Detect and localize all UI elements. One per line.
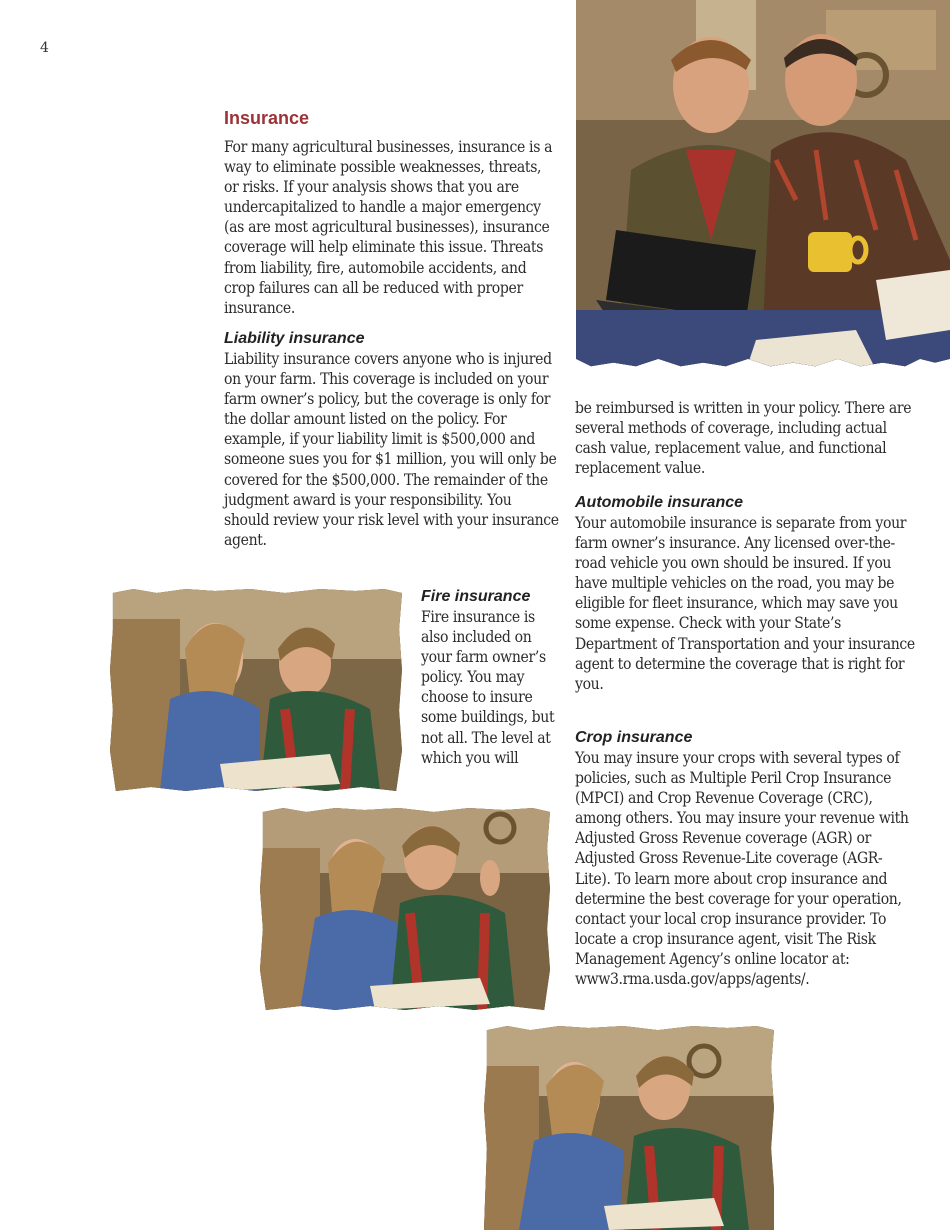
photo-women-2-illustration [260,808,550,1010]
page-number: 4 [40,40,49,56]
photo-two-women-reading-3 [484,1026,774,1230]
photo-women-1-illustration [110,589,402,791]
liability-section [224,329,559,550]
photo-two-women-reading-1 [110,589,402,791]
section-heading-insurance: Insurance [224,108,310,128]
insurance-intro-paragraph: For many agricultural businesses, insurance is a way to eliminate possible weaknesses, threats, or risks. If your analysis shows that you are undercapitalized to handle a major emergency (as are most agricultural businesses), insurance coverage will help eliminate this issue. Threats from liability, fire, automobile accidents, and crop failures can all be reduced with proper insurance. [224,138,553,317]
photo-two-men-at-laptop [576,0,950,370]
fire-paragraph-part1: Fire insurance is also included on your farm owner’s policy. You may choose to insure some buildings, but not all. The level at which you will [421,608,555,767]
crop-paragraph: You may insure your crops with several types of policies, such as Multiple Peril Crop Insurance (MPCI) and Crop Revenue Coverage (CRC), among others. You may insure your revenue with Adjusted Gross Revenue coverage (AGR) or Adjusted Gross Revenue-Lite coverage (AGR-Lite). To learn more about crop insurance and determine the best coverage for your operation, contact your local crop insurance provider. To locate a crop insurance agent, visit The Risk Management Agency’s online locator at: www3.rma.usda.gov/apps/agents/. [575,749,909,989]
subheading-crop-insurance: Crop insurance [575,729,693,746]
subheading-automobile-insurance: Automobile insurance [575,494,744,511]
fire-paragraph-part2: be reimbursed is written in your policy. There are several methods of coverage, including actual cash value, replacement value, and functional replacement value. [575,399,912,478]
photo-two-women-reading-2 [260,808,550,1010]
crop-section [575,728,915,989]
photo-two-men-illustration [576,0,950,370]
fire-section [421,587,561,768]
photo-women-3-illustration [484,1026,774,1230]
automobile-section [575,493,915,694]
automobile-paragraph: Your automobile insurance is separate from your farm owner’s insurance. Any licensed over-the-road vehicle you own should be insured. If you have multiple vehicles on the road, you may be eligible for fleet insurance, which may save you some expense. Check with your State’s Department of Transportation and your insurance agent to determine the coverage that is right for you. [575,514,915,693]
subheading-liability-insurance: Liability insurance [224,330,365,347]
liability-paragraph: Liability insurance covers anyone who is injured on your farm. This coverage is included on your farm owner’s policy, but the coverage is only for the dollar amount listed on the policy. For example, if your liability limit is $500,000 and someone sues you for $1 million, you will only be covered for the $500,000. The remainder of the judgment award is your responsibility. You should review your risk level with your insurance agent. [224,350,559,549]
subheading-fire-insurance: Fire insurance [421,588,531,605]
